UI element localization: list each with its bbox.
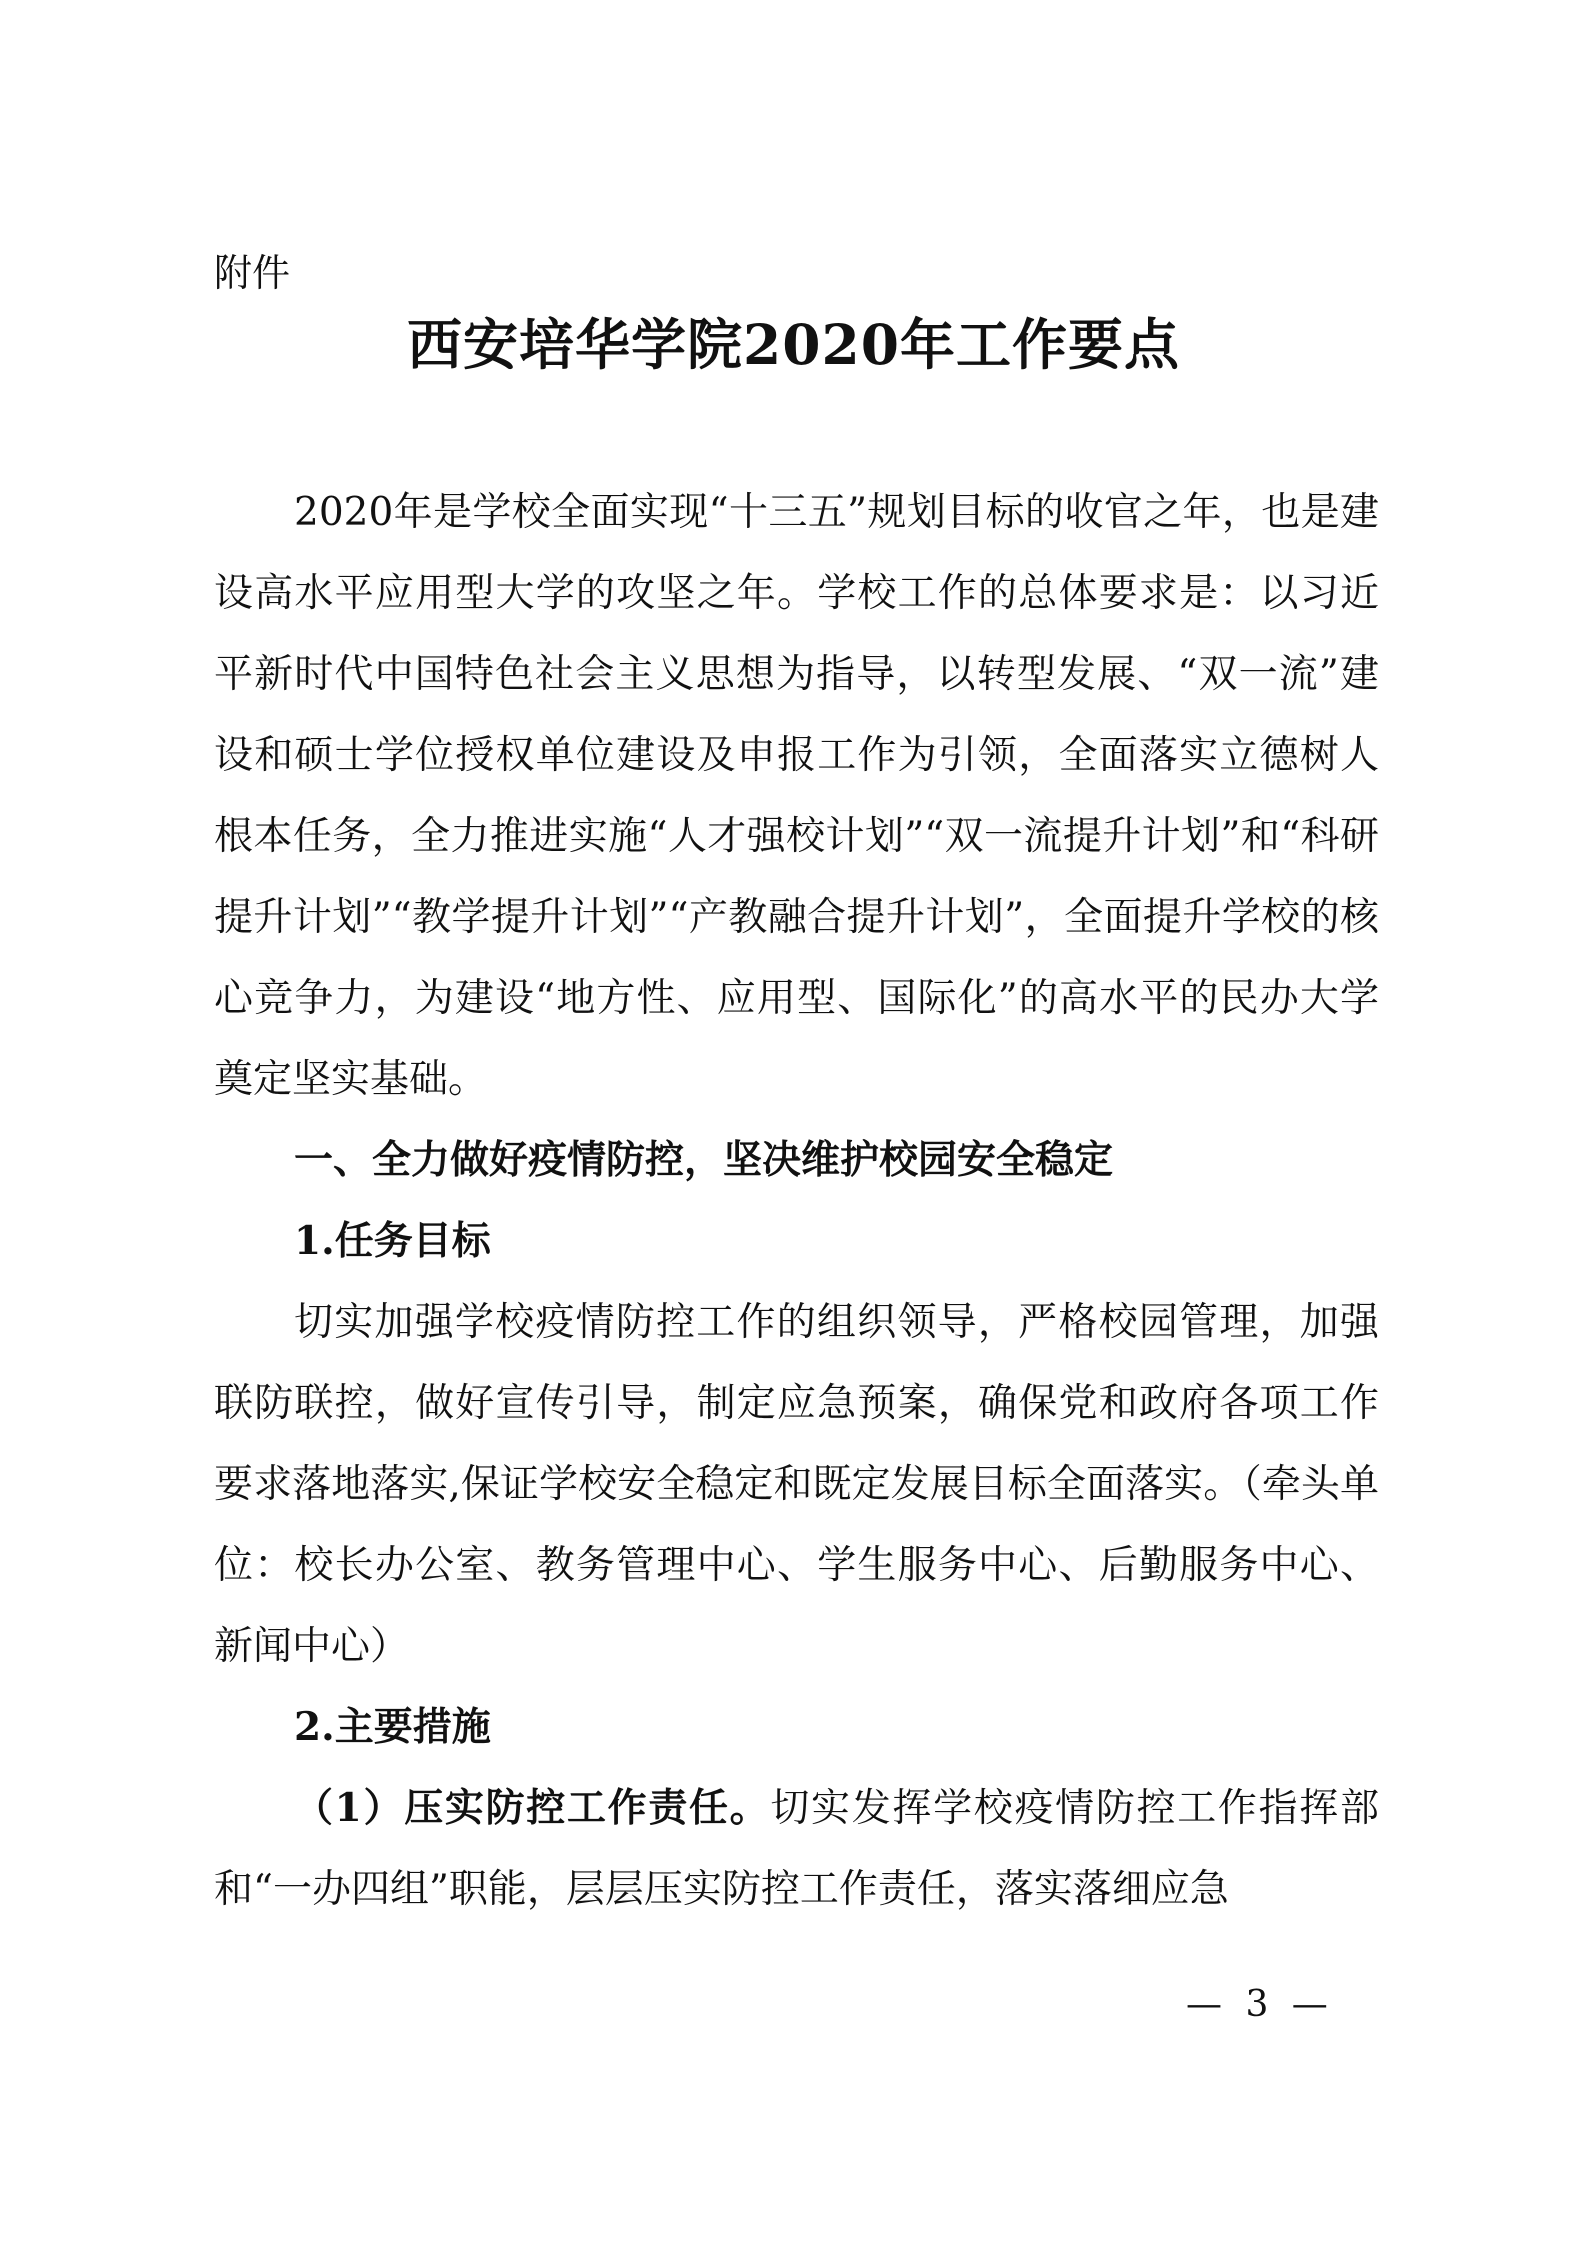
attachment-label: 附件 bbox=[214, 251, 291, 295]
document-body bbox=[214, 472, 1379, 1930]
document-title: 西安培华学院2020年工作要点 bbox=[406, 312, 1181, 377]
measure-text: 切实发挥学校疫情防控工作指挥部和“一办四组”职能，层层压实防控工作责任，落实落细应急 bbox=[214, 1786, 1379, 1912]
section-heading: 一、全力做好疫情防控，坚决维护校园安全稳定 bbox=[294, 1138, 1114, 1183]
goal-heading: 1.任务目标 bbox=[294, 1218, 491, 1264]
intro-paragraph: 2020年是学校全面实现“十三五”规划目标的收官之年，也是建设高水平应用型大学的攻坚之年。学校工作的总体要求是：以习近平新时代中国特色社会主义思想为指导，以转型发展、“双一流”建设和硕士学位授权单位建设及申报工作为引领，全面落实立德树人根本任务，全力推进实施“人才强校计划”“双一流提升计划”和“科研提升计划”“教学提升计划”“产教融合提升计划”，全面提升学校的核心竞争力，为建设“地方性、应用型、国际化”的高水平的民办大学奠定坚实基础。 bbox=[214, 490, 1379, 1102]
page-number: — 3 — bbox=[1186, 1984, 1334, 2025]
goal-paragraph: 切实加强学校疫情防控工作的组织领导，严格校园管理，加强联防联控，做好宣传引导，制定应急预案，确保党和政府各项工作要求落地落实,保证学校安全稳定和既定发展目标全面落实。（牵头单位：校长办公室、教务管理中心、学生服务中心、后勤服务中心、新闻中心） bbox=[214, 1300, 1379, 1669]
measures-heading: 2.主要措施 bbox=[294, 1704, 491, 1750]
measure-lead: （1）压实防控工作责任。 bbox=[294, 1785, 771, 1831]
measure-paragraph bbox=[214, 1768, 1379, 1930]
